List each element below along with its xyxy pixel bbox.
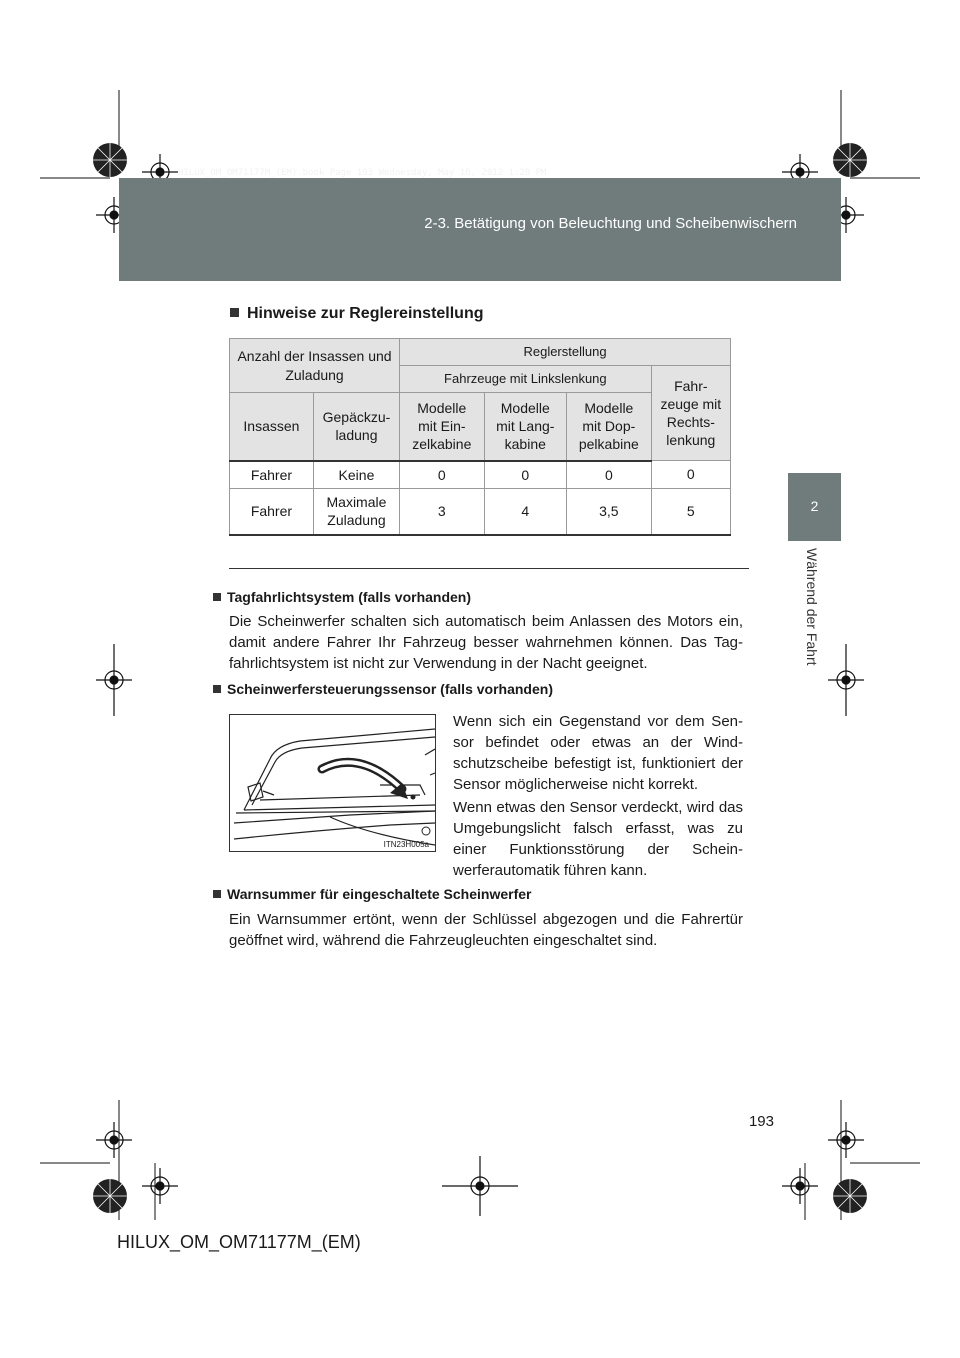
header-rhd: Fahr- zeuge mit Rechts- lenkung bbox=[651, 366, 730, 461]
page-number: 193 bbox=[748, 1113, 774, 1130]
cell-occupants: Fahrer bbox=[230, 489, 314, 535]
chapter-number: 2 bbox=[810, 498, 819, 514]
square-bullet-icon bbox=[213, 685, 221, 693]
paragraph: Ein Warnsummer ertönt, wenn der Schlüssel abgezogen und die Fahrertür geöffnet wird, während die Fahrzeugleuchten eingeschaltet sind. bbox=[229, 911, 743, 949]
cell-luggage: Keine bbox=[313, 461, 399, 489]
square-bullet-icon bbox=[213, 593, 221, 601]
header-extra-cab: Modelle mit Lang- kabine bbox=[484, 393, 566, 461]
header-lhd: Fahrzeuge mit Linkslenkung bbox=[400, 366, 652, 393]
cell-extra: 0 bbox=[484, 461, 566, 489]
section-heading: Hinweise zur Reglereinstellung bbox=[230, 305, 484, 323]
cell-double: 3,5 bbox=[567, 489, 652, 535]
subsection-heading: Tagfahrlichtsystem (falls vorhanden) bbox=[213, 589, 471, 605]
section-title: 2-3. Betätigung von Beleuchtung und Scheibenwischern bbox=[424, 215, 797, 232]
square-bullet-icon bbox=[213, 890, 221, 898]
table-row bbox=[230, 461, 731, 489]
cell-rhd: 5 bbox=[651, 489, 730, 535]
doc-code: HILUX_OM_OM71177M_(EM) bbox=[117, 1232, 361, 1252]
header-double-cab: Modelle mit Dop- pelkabine bbox=[567, 393, 652, 461]
paragraph: Die Scheinwerfer schalten sich automatisch beim Anlassen des Motors ein, damit andere Fahrer Ihr Fahrzeug besser wahrnehmen können. Das Tag-fahrlichtsystem ist nicht zur Verwendung in der Nacht geeignet. bbox=[229, 613, 743, 672]
book-line: HILUX_OM_OM71177M_(EM).book Page 193 Wednesday, May 16, 2012 1:28 PM bbox=[178, 168, 547, 178]
paragraph: Wenn sich ein Gegenstand vor dem Sen-sor befindet oder etwas an der Wind-schutzscheibe befestigt ist, funktioniert der Sensor möglicherweise nicht korrekt. bbox=[453, 713, 743, 793]
header-regler: Reglerstellung bbox=[400, 339, 731, 366]
cell-extra: 4 bbox=[484, 489, 566, 535]
cell-luggage: Maximale Zuladung bbox=[313, 489, 399, 535]
cell-double: 0 bbox=[567, 461, 652, 489]
paragraph: Wenn etwas den Sensor verdeckt, wird das Umgebungslicht falsch erfasst, was zu einer Funktionsstörung der Schein-werferautomatik führen kann. bbox=[453, 799, 743, 879]
header-occupants: Anzahl der Insassen und Zuladung bbox=[230, 339, 400, 393]
cell-single: 0 bbox=[400, 461, 484, 489]
divider bbox=[229, 568, 749, 569]
regler-table bbox=[229, 338, 731, 536]
header-gepaeck: Gepäckzu- ladung bbox=[313, 393, 399, 461]
subsection-heading: Scheinwerfersteuerungssensor (falls vorhanden) bbox=[213, 681, 553, 697]
cell-occupants: Fahrer bbox=[230, 461, 314, 489]
square-bullet-icon bbox=[230, 308, 239, 317]
chapter-label: Während der Fahrt bbox=[804, 548, 820, 666]
table-row bbox=[230, 489, 731, 535]
header-insassen: Insassen bbox=[230, 393, 314, 461]
windshield-illustration bbox=[230, 715, 435, 851]
cell-rhd: 0 bbox=[651, 461, 730, 489]
figure-label: ITN23H005a bbox=[383, 840, 429, 849]
subsection-heading: Warnsummer für eingeschaltete Scheinwerfer bbox=[213, 886, 531, 902]
sensor-figure bbox=[229, 714, 436, 852]
header-single-cab: Modelle mit Ein- zelkabine bbox=[400, 393, 484, 461]
cell-single: 3 bbox=[400, 489, 484, 535]
